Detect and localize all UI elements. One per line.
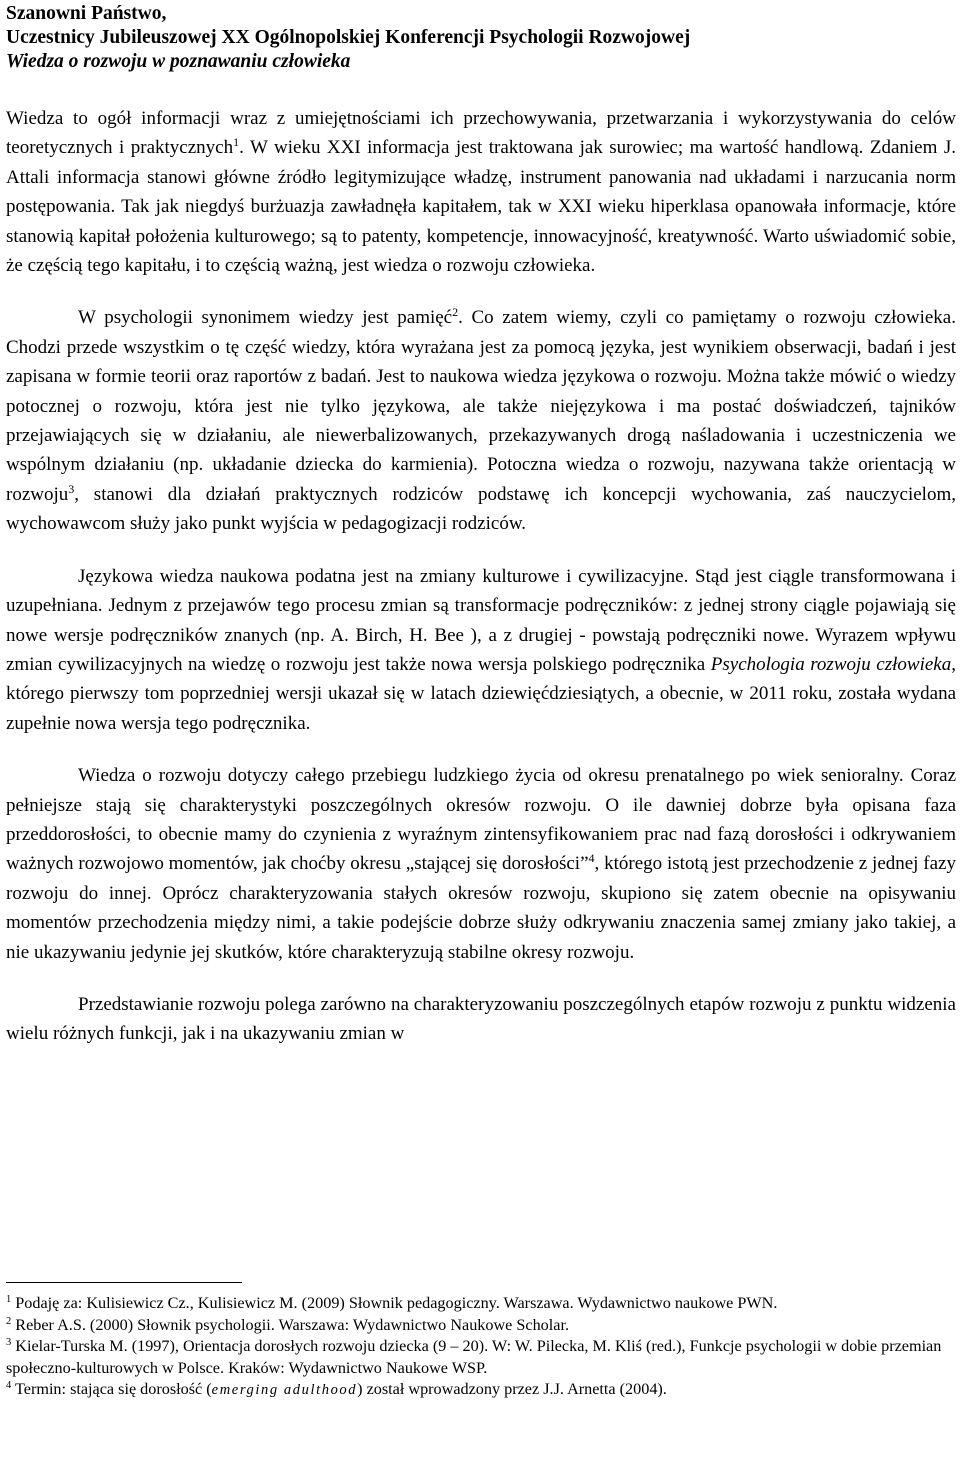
paragraph-3-text-a: Językowa wiedza naukowa podatna jest na zmiany kulturowe i cywilizacyjne. Stąd jest ciągle transformowana i uzupełniana. Jednym z przejawów tego procesu zmian są transformacje podręczników: z jednej strony ciągle pojawiają się nowe wersje podręczników znanych (np. A. Birch, H. Bee ), a z drugiej - powstają podręczniki nowe. Wyrazem wpływu zmian cywilizacyjnych na wiedzę o rozwoju jest także nowa wersja polskiego podręcznika — [6, 565, 956, 675]
footnote-text: Podaję za: Kulisiewicz Cz., Kulisiewicz M. (2009) Słownik pedagogiczny. Warszawa. Wydawnictwo naukowe PWN. — [15, 1294, 778, 1312]
footnote-term: emerging adulthood — [211, 1382, 358, 1398]
footnote-ref-4[interactable]: 4 — [588, 851, 595, 866]
footnote-number: 2 — [6, 1315, 12, 1327]
footnote-number: 1 — [6, 1294, 12, 1305]
footnote-text: Kielar-Turska M. (1997), Orientacja dorosłych rozwoju dziecka (9 – 20). W: W. Pilecka, M. Kliś (red.), Funkcje psychologii w dobie przemian społeczno-kulturowych w Polsce. Kraków: Wydawnictwo Naukowe WSP. — [6, 1337, 942, 1377]
header — [6, 2, 956, 74]
document-page — [6, 0, 956, 1049]
paragraph-1-text-a: Wiedza to ogół informacji wraz z umiejętnościami ich przechowywania, przetwarzania i wykorzystywania do celów teoretycznych i praktycznych — [6, 108, 956, 159]
conference-name: Uczestnicy Jubileuszowej XX Ogólnopolskiej Konferencji Psychologii Rozwojowej — [6, 27, 691, 48]
conference-theme: Wiedza o rozwoju w poznawaniu człowieka — [6, 51, 351, 72]
paragraph-5 — [6, 990, 956, 1049]
footnote-text-a: Termin: stająca się dorosłość ( — [15, 1380, 212, 1398]
footnotes — [6, 1282, 956, 1402]
paragraph-4-text-a: Wiedza o rozwoju dotyczy całego przebiegu ludzkiego życia od okresu prenatalnego po wiek senioralny. Coraz pełniejsze stają się charakterystyki poszczególnych okresów rozwoju. O ile dawniej dobrze była opisana faza przeddorosłości, to obecnie mamy do czynienia z wyraźnym zintensyfikowaniem prac nad fazą dorosłości i odkrywaniem ważnych rozwojowo momentów, jak choćby okresu „stającej się dorosłości” — [6, 765, 956, 875]
footnote-number: 3 — [6, 1337, 12, 1348]
paragraph-1 — [6, 104, 956, 280]
footnote-2 — [6, 1315, 956, 1337]
footnote-text-b: ) został wprowadzony przez J.J. Arnetta (2004). — [357, 1380, 667, 1398]
paragraph-5-text-a: Przedstawianie rozwoju polega zarówno na charakteryzowaniu poszczególnych etapów rozwoju z punktu widzenia wielu różnych funkcji, jak i na ukazywaniu zmian w — [6, 993, 956, 1045]
footnote-3 — [6, 1336, 956, 1379]
document-body — [6, 104, 956, 1049]
paragraph-3-text-b: , którego pierwszy tom poprzedniej wersji ukazał się w latach dziewięćdziesiątych, a obecnie, w 2011 roku, została wydana zupełnie nowa wersja tego podręcznika. — [6, 653, 956, 734]
footnote-ref-1[interactable]: 1 — [233, 135, 240, 150]
footnote-1 — [6, 1293, 956, 1315]
footnote-4 — [6, 1379, 956, 1402]
paragraph-3 — [6, 562, 956, 738]
paragraph-4-text-b: , którego istotą jest przechodzenie z jednej fazy rozwoju do innej. Oprócz charakteryzowania stałych okresów rozwoju, skupiono się zatem obecnie na opisywaniu momentów przechodzenia między nimi, a takie podejście dobrze służy odkrywaniu znaczenia samej zmiany jako takiej, a nie ukazywaniu jedynie jej skutków, które charakteryzują stabilne okresy rozwoju. — [6, 853, 956, 963]
paragraph-2-text-a: W psychologii synonimem wiedzy jest pamięć — [78, 307, 453, 329]
footnote-ref-2[interactable]: 2 — [452, 305, 459, 320]
footnote-text: Reber A.S. (2000) Słownik psychologii. Warszawa: Wydawnictwo Naukowe Scholar. — [15, 1315, 569, 1334]
paragraph-2-text-c: , stanowi dla działań praktycznych rodziców podstawę ich koncepcji wychowania, zaś nauczycielom, wychowawcom służy jako punkt wyjścia w pedagogizacji rodziców. — [6, 483, 956, 535]
book-title: Psychologia rozwoju człowieka — [710, 653, 952, 675]
footnote-number: 4 — [6, 1380, 12, 1391]
paragraph-2 — [6, 303, 956, 538]
paragraph-2-text-b: . Co zatem wiemy, czyli co pamiętamy o rozwoju człowieka. Chodzi przede wszystkim o tę część wiedzy, która wyrażana jest za pomocą języka, jest wynikiem obserwacji, badań i jest zapisana w formie teorii oraz raportów z badań. Jest to naukowa wiedza językowa o rozwoju. Można także mówić o wiedzy potocznej o rozwoju, która jest nie tylko językowa, ale także niejęzykowa i ma postać doświadczeń, tajników przejawiających się w działaniu, ale niewerbalizowanych, przekazywanych drogą naśladowania i uczestniczenia we wspólnym działaniu (np. układanie dziecka do karmienia). Potoczna wiedza o rozwoju, nazywana także orientacją w rozwoju — [6, 307, 956, 505]
footnote-ref-3[interactable]: 3 — [68, 481, 75, 496]
paragraph-1-text-b: . W wieku XXI informacja jest traktowana jak surowiec; ma wartość handlową. Zdaniem J. Attali informacja stanowi główne źródło legitymizujące władzę, instrument panowania nad układami i narzucania norm postępowania. Tak jak niegdyś burżuazja zawładnęła kapitałem, tak w XXI wieku hiperklasa opanowała informacje, które stanowią kapitał położenia kulturowego; są to patenty, kompetencje, innowacyjność, kreatywność. Warto uświadomić sobie, że częścią tego kapitału, i to częścią ważną, jest wiedza o rozwoju człowieka. — [6, 137, 956, 277]
greeting: Szanowni Państwo, — [6, 3, 167, 24]
footnote-divider — [6, 1282, 242, 1283]
paragraph-4 — [6, 761, 956, 967]
